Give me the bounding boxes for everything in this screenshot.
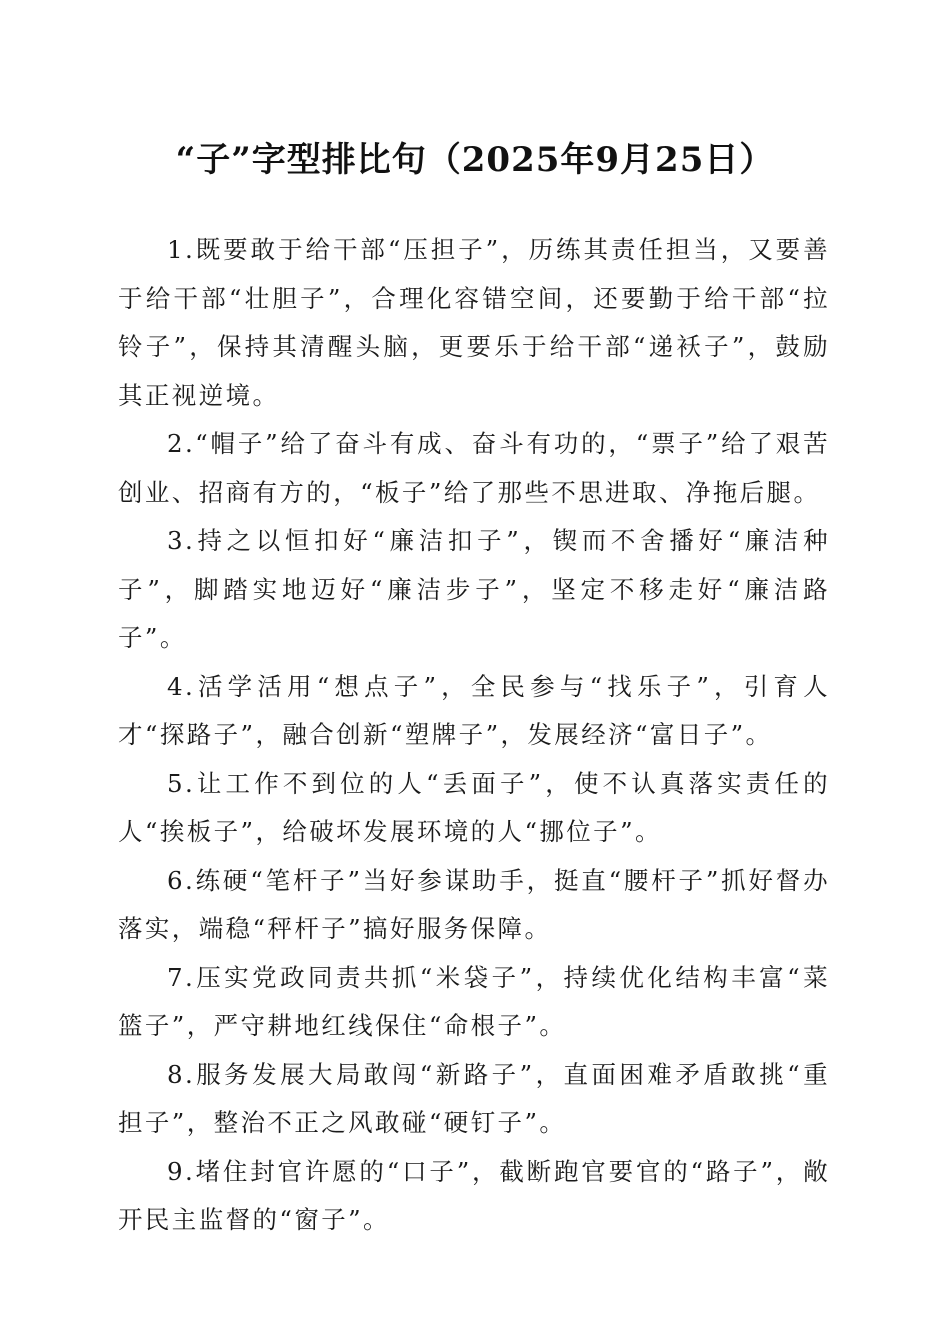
paragraph-3: 3.持之以恒扣好“廉洁扣子”，锲而不舍播好“廉洁种子”，脚踏实地迈好“廉洁步子”，坚定不移走好“廉洁路子”。 <box>118 526 830 652</box>
paragraph-9: 9.堵住封官许愿的“口子”，截断跑官要官的“路子”，敞开民主监督的“窗子”。 <box>118 1156 830 1234</box>
paragraph-2: 2.“帽子”给了奋斗有成、奋斗有功的，“票子”给了艰苦创业、招商有方的，“板子”给了那些不思进取、净拖后腿。 <box>118 429 830 507</box>
document-body <box>118 226 830 1245</box>
paragraph-4: 4.活学活用“想点子”，全民参与“找乐子”，引育人才“探路子”，融合创新“塑牌子”，发展经济“富日子”。 <box>118 671 830 749</box>
paragraph-6: 6.练硬“笔杆子”当好参谋助手，挺直“腰杆子”抓好督办落实，端稳“秤杆子”搞好服务保障。 <box>118 865 830 943</box>
paragraph-5: 5.让工作不到位的人“丢面子”，使不认真落实责任的人“挨板子”，给破坏发展环境的人“挪位子”。 <box>118 768 830 846</box>
paragraph-8: 8.服务发展大局敢闯“新路子”，直面困难矛盾敢挑“重担子”，整治不正之风敢碰“硬钉子”。 <box>118 1059 830 1137</box>
document-title: “子”字型排比句（2025年9月25日） <box>175 140 775 180</box>
paragraph-1: 1.既要敢于给干部“压担子”，历练其责任担当，又要善于给干部“壮胆子”，合理化容错空间，还要勤于给干部“拉铃子”，保持其清醒头脑，更要乐于给干部“递袄子”，鼓励其正视逆境。 <box>118 235 830 410</box>
paragraph-7: 7.压实党政同责共抓“米袋子”，持续优化结构丰富“菜篮子”，严守耕地红线保住“命根子”。 <box>118 962 830 1040</box>
